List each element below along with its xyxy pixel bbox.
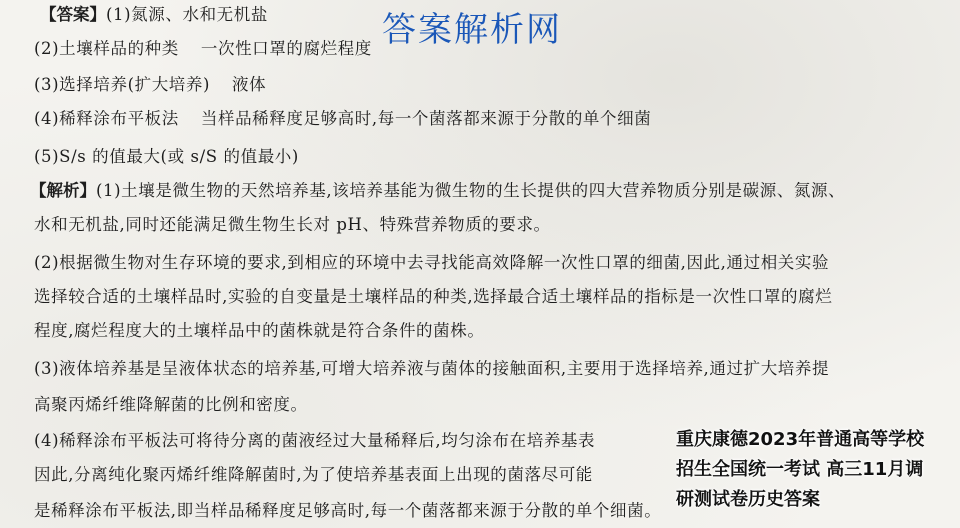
- analysis-line-3: [34, 252, 829, 274]
- bleed-through-text: [600, 20, 615, 41]
- analysis-line-4: [34, 286, 832, 308]
- analysis-text-2: 水和无机盐,同时还能满足微生物生长对 pH、特殊营养物质的要求。: [34, 215, 551, 234]
- overlay-title-line-2: 招生全国统一考试 高三11月调: [676, 459, 924, 480]
- answer-2b-text: 一次性口罩的腐烂程度: [200, 39, 372, 58]
- overlay-title-line-3: 研测试卷历史答案: [676, 489, 820, 510]
- answer-2a-text: (2)土壤样品的种类: [34, 39, 179, 58]
- analysis-text-10: 是稀释涂布平板法,即当样品稀释度足够高时,每一个菌落都来源于分散的单个细菌。: [34, 501, 662, 520]
- analysis-text-6: (3)液体培养基是呈液体状态的培养基,可增大培养液与菌体的接触面积,主要用于选择培养,通过扩大培养提: [34, 359, 830, 378]
- overlay-title-line-1: 重庆康德2023年普通高等学校: [676, 429, 925, 450]
- answer-line-3: [34, 74, 266, 96]
- analysis-line-1: [30, 180, 845, 202]
- answer-5-text: (5)S/s 的值最大(或 s/S 的值最小): [34, 147, 299, 166]
- analysis-line-2: [34, 214, 551, 236]
- analysis-line-9: [34, 464, 593, 486]
- answer-label: 【答案】: [40, 5, 106, 24]
- analysis-line-8: [34, 430, 595, 452]
- analysis-text-7: 高聚丙烯纤维降解菌的比例和密度。: [34, 395, 308, 414]
- answer-line-4: [34, 108, 651, 130]
- answer-line-1: [40, 4, 268, 26]
- analysis-text-5: 程度,腐烂程度大的土壤样品中的菌株就是符合条件的菌株。: [34, 321, 485, 340]
- analysis-line-6: [34, 358, 829, 380]
- analysis-text-9: 因此,分离纯化聚丙烯纤维降解菌时,为了使培养基表面上出现的菌落尽可能: [34, 465, 593, 484]
- analysis-text-3: (2)根据微生物对生存环境的要求,到相应的环境中去寻找能高效降解一次性口罩的细菌,因此,通过相关实验: [34, 253, 830, 272]
- analysis-text-4: 选择较合适的土壤样品时,实验的自变量是土壤样品的种类,选择最合适土壤样品的指标是一次性口罩的腐烂: [34, 287, 833, 306]
- analysis-line-10: [34, 500, 661, 522]
- analysis-text-8: (4)稀释涂布平板法可将待分离的菌液经过大量稀释后,均匀涂布在培养基表: [34, 431, 596, 450]
- answer-3b-text: 液体: [232, 75, 267, 94]
- watermark-text: 答案解析网: [382, 10, 562, 50]
- answer-4a-text: (4)稀释涂布平板法: [34, 109, 179, 128]
- answer-line-2: [34, 38, 372, 60]
- answer-4b-text: 当样品稀释度足够高时,每一个菌落都来源于分散的单个细菌: [200, 109, 652, 128]
- answer-line-5: [34, 146, 299, 168]
- analysis-label: 【解析】: [30, 181, 96, 200]
- analysis-text-1: (1)土壤是微生物的天然培养基,该培养基能为微生物的生长提供的四大营养物质分别是碳源、氮源、: [96, 181, 846, 200]
- analysis-line-7: [34, 394, 308, 416]
- analysis-line-5: [34, 320, 484, 342]
- answer-1-text: (1)氮源、水和无机盐: [106, 5, 268, 24]
- answer-3a-text: (3)选择培养(扩大培养): [34, 75, 211, 94]
